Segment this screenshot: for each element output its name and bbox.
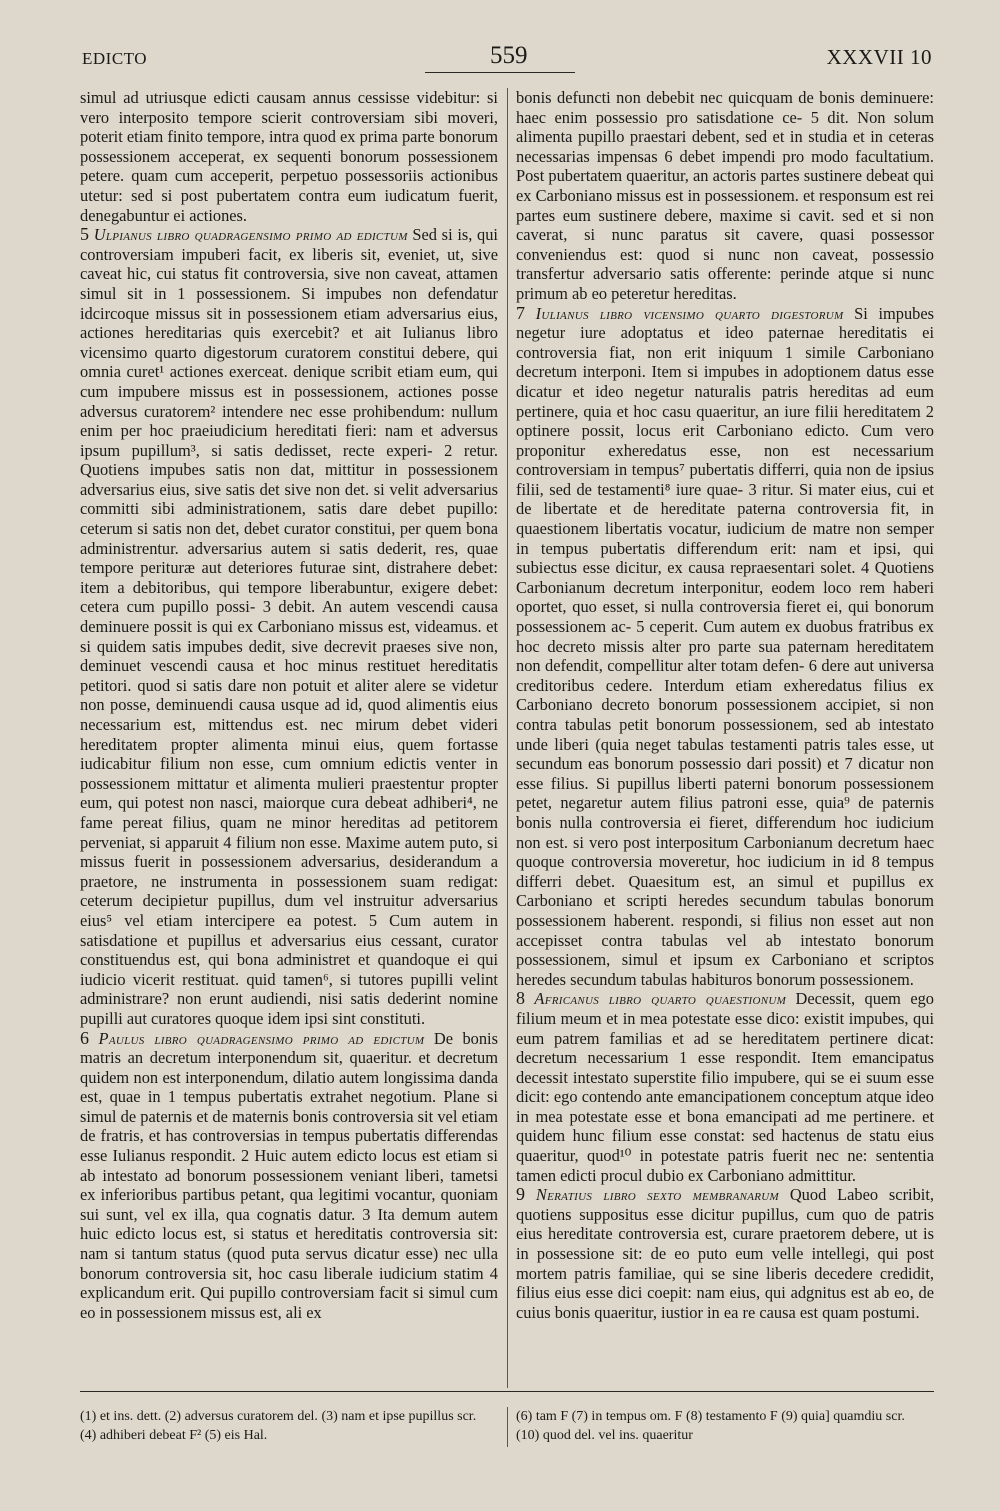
footnote: (1) et ins. dett. xyxy=(80,1409,162,1424)
fragment-number: 9 xyxy=(516,1184,525,1205)
footnote-rule xyxy=(80,1391,934,1392)
continuation-paragraph: simul ad utriusque edicti causam annus cessisse videbitur: si vero interposito tempore scierit controversiam sibi moveri, poterit etiam finito tempore, intra quod ex prima parte bonorum possessionem acceperat, ex sequenti bonorum possessionem petere. quam cum acceperit, perpetuo possessoriis actionibus utetur: sed si post pubertatem contra eum iudicatum fuerit, denegabuntur ei actiones. xyxy=(80,88,498,225)
fragment-text: Decessit, quem ego filium meum et in mea potestate esse dico: existit impubes, qui eum patrem familias et ad se hereditatem pertinere dicat: decretum necessarium 1 esse respondit. Item emancipatus decessit intestato superstite filio impubere, qui se ei suum esse dicit: ego contendo ante emancipationem conceptum atque ideo in mea potestate esse et bona emancipati ad me pertinere. et quidem hunc filium esse constat: sed hactenus de statu eius quaeritur, quod¹⁰ in potestate patris fuerit nec ne: sententia tamen edicti procul dubio ex Carboniano admittitur. xyxy=(516,989,934,1185)
footnotes-right xyxy=(516,1407,934,1445)
fragment-paragraph xyxy=(516,989,934,1185)
fragment-inscription: Ulpianus libro quadragensimo primo ad edictum xyxy=(93,225,408,245)
header-rule xyxy=(425,72,575,73)
footnote: (10) quod del. vel ins. quaeritur xyxy=(516,1428,693,1443)
footnote: (7) in tempus om. F xyxy=(571,1409,683,1424)
footnotes-left xyxy=(80,1407,498,1445)
footnote: (9) quia] quamdiu scr. xyxy=(781,1409,905,1424)
continuation-paragraph: bonis defuncti non debebit nec quicquam de bonis deminuere: haec enim possessio pro satisdatione ce- 5 dit. Non solum alimenta pupillo praestari debent, sed et in studia et in ceteras necessarias impensas 6 debet impendi pro modo facultatium. Post pubertatem quaeritur, an actoris partes sustinere debeat qui ex Carboniano missus est in possessionem. et responsum est rei partes eum sustinere debere, maxime si cavit. sed et si non caverat, si nunc paratus sit cavere, quasi possessor conveniendus est: quod si nunc non caveat, possessio transfertur adversario satis offerente: perinde atque si nunc primum ab eo peteretur hereditas. xyxy=(516,88,934,303)
fragment-number: 5 xyxy=(80,224,89,245)
footnote: (8) testamento F xyxy=(685,1409,778,1424)
footnote-divider xyxy=(507,1407,508,1447)
page-number: 559 xyxy=(490,42,528,69)
running-head-section: XXXVII 10 xyxy=(826,45,932,69)
fragment-number: 8 xyxy=(516,988,525,1009)
fragment-text: Si impubes negetur iure adoptatus et ideo paternae hereditatis ei controversia fiat, non erit iniquum 1 simile Carboniano decretum interponi. Item si impubes in adoptionem datus esse dicatur et ideo negetur naturalis patris hereditas ad eum pertinere, quia et hoc casu quaeritur, an iure filii hereditatem 2 optinere possit, locus erit Carboniano edicto. Cum vero proponitur exheredatus esse, non est necessarium controversiam in tempus⁷ pubertatis differri, quia non de ipsius filii, sed de testamenti⁸ iure quae- 3 ritur. Si mater eius, cui et de libertate et de hereditate paterna controversia fit, in quaestionem libertatis vocatur, iudicium de matre non semper in tempus pubertatis differendum erit: nam et ipsi, qui subiectus esse dicitur, ex causa repraesentari solet. 4 Quotiens Carbonianum decretum interponitur, eodem loco rem haberi oportet, quo esset, si nulla controversia fieret ei, qui bonorum possessionem ac- 5 ceperit. Cum autem ex duobus fratribus ex hoc decreto missis alter pro parte sua paternam hereditatem non defendit, compellitur alter totam defen- 6 dere aut universa creditoribus cedere. Interdum etiam exheredatus filius ex Carboniano decreto bonorum possessionem accipiet, si non contra tabulas petit bonorum possessionem, sed ab intestato unde liberi (quia neget tabulas testamenti patris tales esse, ut secundum eas bonorum possessio dari possit) et 7 dicatur non esse filius. Si pupillus liberti paterni bonorum possessionem petet, negaretur autem filius patroni esse, quia⁹ de paternis bonis nulla controversia ei fieret, differendum hoc iudicium non est. si vero post interpositum Carbonianum decretum haec quoque controversia moveretur, hoc iudicium in id 8 tempus differri debet. Quaesitum est, an simul et pupillus ex Carboniano et scripti heredes secundum tabulas bonorum possessionem haberent. respondi, si filius non esset aut non accepisset contra tabulas vel ab intestato bonorum possessionem, simul et ipsum ex Carboniano et scriptos heredes secundum tabulas habituros bonorum possessionem. xyxy=(516,303,934,989)
fragment-text: Sed si is, qui controversiam impuberi facit, ex liberis sit, eveniet, ut, sive caveat hic, cui status fit controversia, sive non caveat, attamen simul sit in 1 possessionem. Si impubes non defendatur idcircoque missus sit in possessionem etiam adversarius eius, actiones hereditarias quis exercebit? et ait Iulianus libro vicensimo quarto digestorum curatorem constitui debere, qui omnia curet¹ actiones exerceat. denique scribit etiam eum, qui cum impubere missus est in possessionem, actiones posse adversus curatorem² intendere nec esse prohibendum: nullum enim per hoc praeiudicium hereditati fieri: nam et adversus ipsum pupillum³, si satis dedisset, recte experi- 2 retur. Quotiens impubes satis non dat, mittitur in possessionem adversarius eius, sive satis det sive non det. si velit adversarius committi sibi administrationem, satis dare debet pupillo: ceterum si satis non det, debet curator constitui, per quem bona administrentur. adversarius autem si satis dederit, res, quae tempore perituræ aut deteriores futurae sint, distrahere debet: item a debitoribus, qui tempore liberabuntur, exigere debet: cetera cum pupillo possi- 3 debit. An autem vescendi causa deminuere possit is qui ex Carboniano missus est, videamus. et si quidem satis impubes dedit, sive decrevit praeses sive non, deminuet vescendi causa et hoc minus restituet hereditatis petitori. quod si satis dare non potuit et aliter alere se videtur non posse, deminuendi causa usque ad id, quod alimentis eius necessarium est, mittendus est. nec mirum debet videri hereditatem propter alimenta minui eius, quem fortasse iudicabitur filium non esse, cum omnium edictis venter in possessionem mittatur et alimenta mulieri praestentur propter eum, qui potest non nasci, maiorque cura debeat adhiberi⁴, ne fame pereat filius, quam ne minor hereditas ad petitorem perveniat, si apparuit 4 filium non esse. Maxime autem puto, si missus fuerit in possessionem adversarius, desiderandum a praetore, ne instrumenta in possessionem suam redigat: ceterum decipietur pupillus, dum vel instruitur adversarius eius⁵ vel etiam intercipere ea potest. 5 Cum autem in satisdatione et pupillus et adversarius eius cessant, curator constituendus est, qui bona administret et quandoque ei qui iudicio vicerit restituat. quid tamen⁶, si tutores pupilli velint administrare? non erunt audiendi, nisi satis dederint nomine pupilli aut curatores quoque idem ipsi sint constituti. xyxy=(80,225,498,1028)
running-head xyxy=(82,36,932,76)
fragment-paragraph xyxy=(80,1029,498,1323)
footnote: (4) adhiberi debeat F² xyxy=(80,1428,202,1443)
footnote: (6) tam F xyxy=(516,1409,569,1424)
fragment-text: De bonis matris an decretum interponendum sit, quaeritur. et decretum quidem non est interponendum, dilatio autem longissima danda est, quae in 1 tempus pubertatis extrahet negotium. Plane si simul de paternis et de maternis bonis controversia sit vel etiam de fratris, et has controversias in tempus pubertatis differendas esse Iulianus respondit. 2 Huic autem edicto locus est etiam si ab intestato ad bonorum possessionem veniant liberi, tametsi ex inferioribus partibus petant, qua legitimi vocantur, quoniam sui sunt, vel ex illa, qua cognatis datur. 3 Ita demum autem huic edicto locus est, si status et hereditatis controversia sit: nam si tantum status (quod puta servus dicatur esse) nec ulla bonorum controversia sit, hoc casu liberale iudicium statim 4 explicandum erit. Qui pupillo controversiam facit si simul cum eo in possessionem missus est, ali ex xyxy=(80,1028,498,1322)
fragment-paragraph xyxy=(516,1185,934,1322)
fragment-number: 6 xyxy=(80,1027,89,1048)
fragment-number: 7 xyxy=(516,302,525,323)
footnote: (2) adversus curatorem del. xyxy=(164,1409,318,1424)
footnote: (3) nam et ipse pupillus scr. xyxy=(321,1409,477,1424)
footnote: (5) eis Hal. xyxy=(204,1428,268,1443)
fragment-inscription: Iulianus libro vicensimo quarto digestorum xyxy=(535,303,844,323)
fragment-inscription: Neratius libro sexto membranarum xyxy=(535,1185,779,1205)
fragment-text: Quod Labeo scribit, quotiens suppositus esse dicitur pupillus, cum quo de patris eius hereditate controversia est, curare praetorem debere, ut is in possessione sit: de eo puto eum velle intellegi, qui post mortem patris familiae, qui se sine liberis decedere credidit, filius eius esse dici coepit: nam eius, qui adgnitus est ab eo, de cuius bonis quaeritur, iustior in ea re causa est quam postumi. xyxy=(516,1185,934,1322)
fragment-inscription: Paulus libro quadragensimo primo ad edictum xyxy=(98,1028,425,1048)
fragment-paragraph xyxy=(516,304,934,990)
fragment-inscription: Africanus libro quarto quaestionum xyxy=(534,989,787,1009)
running-head-title: EDICTO xyxy=(82,49,148,68)
column-divider xyxy=(507,88,508,1388)
left-text-column xyxy=(80,88,498,1388)
fragment-paragraph xyxy=(80,225,498,1028)
right-text-column xyxy=(516,88,934,1388)
